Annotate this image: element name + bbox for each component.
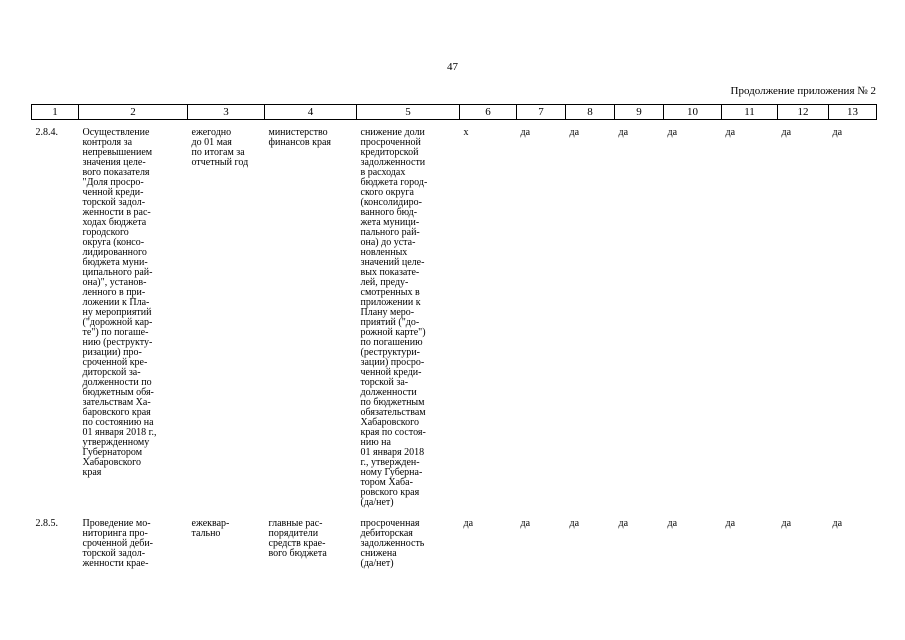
flag-cell: да — [463, 518, 474, 529]
result-cell: снижение доли просроченной кредиторской задолженности в расходах бюджета город- ского округа (консолидиро- ванного бюд- жета муници- пального рай- она) до уста- новленных значений целе- вых показате- лей, преду- смотренных в приложении к Плану меро- приятий ("до- рожной карте") по погашению (реструктури- зации) просро- ченной креди- торской за- долженности по бюджетным обязательствам Хабаровского края по состоя- нию на 01 января 2018 г., утвержден- ному Губерна- тором Хаба- ровского края (да/нет) — [360, 127, 428, 508]
activity-cell: Осуществление контроля за непревышением значения целе- вого показателя "Доля просро- ченной креди- торской задол- женности в рас- ходах бюджета городского округа (консо- лидированного бюджета муни- ципального рай- она)", установ- ленного в при- ложении к Пла- ну мероприятий ("дорожной кар- те") по погаше- нию (реструкту- ризации) про- сроченной кре- диторской за- долженности по бюджетным обя- зательствам Ха- баровского края по состоянию на 01 января 2018 г., утвержденному Губернатором Хабаровского края — [82, 127, 157, 478]
column-number-header-row — [32, 105, 877, 120]
table-row — [32, 128, 877, 508]
column-header: 11 — [722, 105, 778, 120]
result-cell: просроченная дебиторская задолженность снижена (да/нет) — [360, 518, 425, 569]
period-cell: ежегодно до 01 мая по итогам за отчетный год — [191, 127, 249, 168]
column-header: 2 — [79, 105, 188, 120]
appendix-continuation-label: Продолжение приложения № 2 — [730, 85, 876, 97]
flag-cell: да — [520, 518, 531, 529]
column-header: 5 — [357, 105, 460, 120]
flag-cell: да — [618, 518, 629, 529]
activity-cell: Проведение мо- ниторинга про- сроченной деби- торской задол- женности крае- — [82, 518, 153, 569]
table-row — [32, 519, 877, 569]
column-header: 12 — [778, 105, 829, 120]
column-header: 4 — [265, 105, 357, 120]
flag-cell: да — [667, 518, 678, 529]
flag-cell: да — [520, 127, 531, 138]
column-header: 13 — [829, 105, 877, 120]
column-header: 3 — [188, 105, 265, 120]
flag-cell: да — [781, 127, 792, 138]
responsible-cell: министерство финансов края — [268, 127, 332, 148]
page-number: 47 — [447, 61, 458, 73]
column-header: 7 — [517, 105, 566, 120]
responsible-cell: главные рас- порядители средств крае- вого бюджета — [268, 518, 327, 559]
activities-table — [31, 104, 877, 569]
flag-cell: да — [832, 127, 843, 138]
period-cell: ежеквар- тально — [191, 518, 230, 539]
flag-cell: да — [569, 127, 580, 138]
column-header: 1 — [32, 105, 79, 120]
column-header: 8 — [566, 105, 615, 120]
column-header: 9 — [615, 105, 664, 120]
flag-cell: да — [569, 518, 580, 529]
column-header: 10 — [664, 105, 722, 120]
flag-cell: да — [725, 518, 736, 529]
flag-cell: да — [832, 518, 843, 529]
row-number: 2.8.5. — [35, 518, 58, 529]
row-number: 2.8.4. — [35, 127, 58, 138]
flag-cell: да — [667, 127, 678, 138]
column-header: 6 — [460, 105, 517, 120]
flag-cell: да — [618, 127, 629, 138]
flag-cell: да — [725, 127, 736, 138]
flag-cell: да — [781, 518, 792, 529]
flag-cell: х — [463, 127, 469, 138]
